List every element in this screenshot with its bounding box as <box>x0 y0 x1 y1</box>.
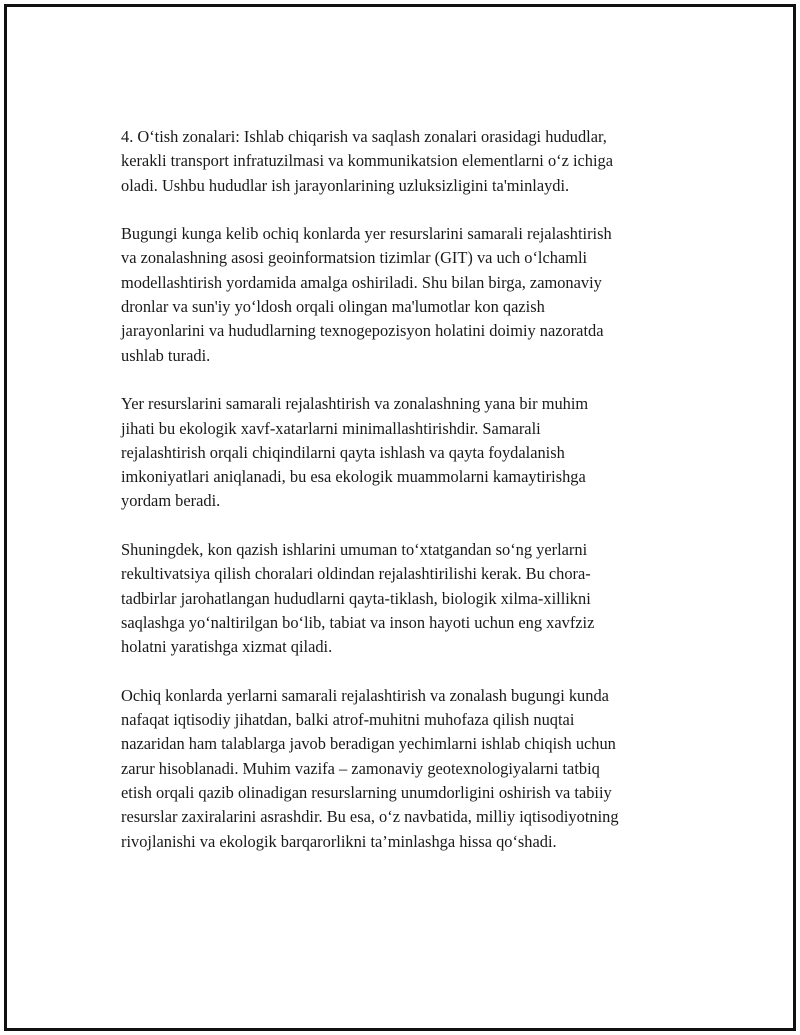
page-frame <box>4 4 796 1031</box>
text-line: nazaridan ham talablarga javob beradigan yechimlarni ishlab chiqish uchun <box>121 734 616 754</box>
text-line: va zonalashning asosi geoinformatsion tizimlar (GIT) va uch o‘lchamli <box>121 248 588 268</box>
document-body <box>121 125 701 878</box>
text-line: Bugungi kunga kelib ochiq konlarda yer resurslarini samarali rejalashtirish <box>121 224 612 244</box>
text-line: 4. O‘tish zonalari: Ishlab chiqarish va saqlash zonalari orasidagi hududlar, <box>121 127 607 146</box>
text-line: saqlashga yo‘naltirilgan bo‘lib, tabiat va inson hayoti uchun eng xavfziz <box>121 612 595 632</box>
text-line: tadbirlar jarohatlangan hududlarni qayta-tiklash, biologik xilma-xillikni <box>121 588 591 608</box>
text-line: modellashtirish yordamida amalga oshiriladi. Shu bilan birga, zamonaviy <box>121 272 602 292</box>
text-line: Shuningdek, kon qazish ishlarini umuman to‘xtatgandan so‘ng yerlarni <box>121 540 588 560</box>
paragraph-recultivation <box>121 538 701 659</box>
text-line: imkoniyatlari aniqlanadi, bu esa ekologik muammolarni kamaytirishga <box>121 467 586 487</box>
text-line: Yer resurslarini samarali rejalashtirish va zonalashning yana bir muhim <box>121 394 589 414</box>
text-line: etish orqali qazib olinadigan resurslarning unumdorligini oshirish va tabiiy <box>121 783 612 803</box>
paragraph-conclusion <box>121 684 701 854</box>
paragraph-transition-zones <box>121 125 701 198</box>
text-line: jarayonlarini va hududlarning texnogepozisyon holatini doimiy nazoratda <box>121 321 604 341</box>
text-line: holatni yaratishga xizmat qiladi. <box>121 637 333 657</box>
text-line: ushlab turadi. <box>121 345 211 365</box>
paragraph-ecological-risks <box>121 392 701 513</box>
text-line: zarur hisoblanadi. Muhim vazifa – zamonaviy geotexnologiyalarni tatbiq <box>121 758 600 778</box>
text-line: jihati bu ekologik xavf-xatarlarni minimallashtirishdir. Samarali <box>121 418 541 438</box>
text-line: kerakli transport infratuzilmasi va kommunikatsion elementlarni o‘z ichiga <box>121 151 614 171</box>
text-line: rekultivatsiya qilish choralari oldindan rejalashtirilishi kerak. Bu chora- <box>121 564 591 584</box>
text-line: oladi. Ushbu hududlar ish jarayonlarining uzluksizligini ta'minlaydi. <box>121 175 570 195</box>
text-line: rejalashtirish orqali chiqindilarni qayta ishlash va qayta foydalanish <box>121 442 565 462</box>
text-line: resurslar zaxiralarini asrashdir. Bu esa, o‘z navbatida, milliy iqtisodiyotning <box>121 807 619 827</box>
paragraph-gis-modeling <box>121 222 701 368</box>
text-line: Ochiq konlarda yerlarni samarali rejalashtirish va zonalash bugungi kunda <box>121 685 609 705</box>
text-line: nafaqat iqtisodiy jihatdan, balki atrof-muhitni muhofaza qilish nuqtai <box>121 710 575 730</box>
text-line: yordam beradi. <box>121 491 221 511</box>
text-line: rivojlanishi va ekologik barqarorlikni ta’minlashga hissa qo‘shadi. <box>121 831 557 851</box>
text-line: dronlar va sun'iy yo‘ldosh orqali olingan ma'lumotlar kon qazish <box>121 297 545 317</box>
